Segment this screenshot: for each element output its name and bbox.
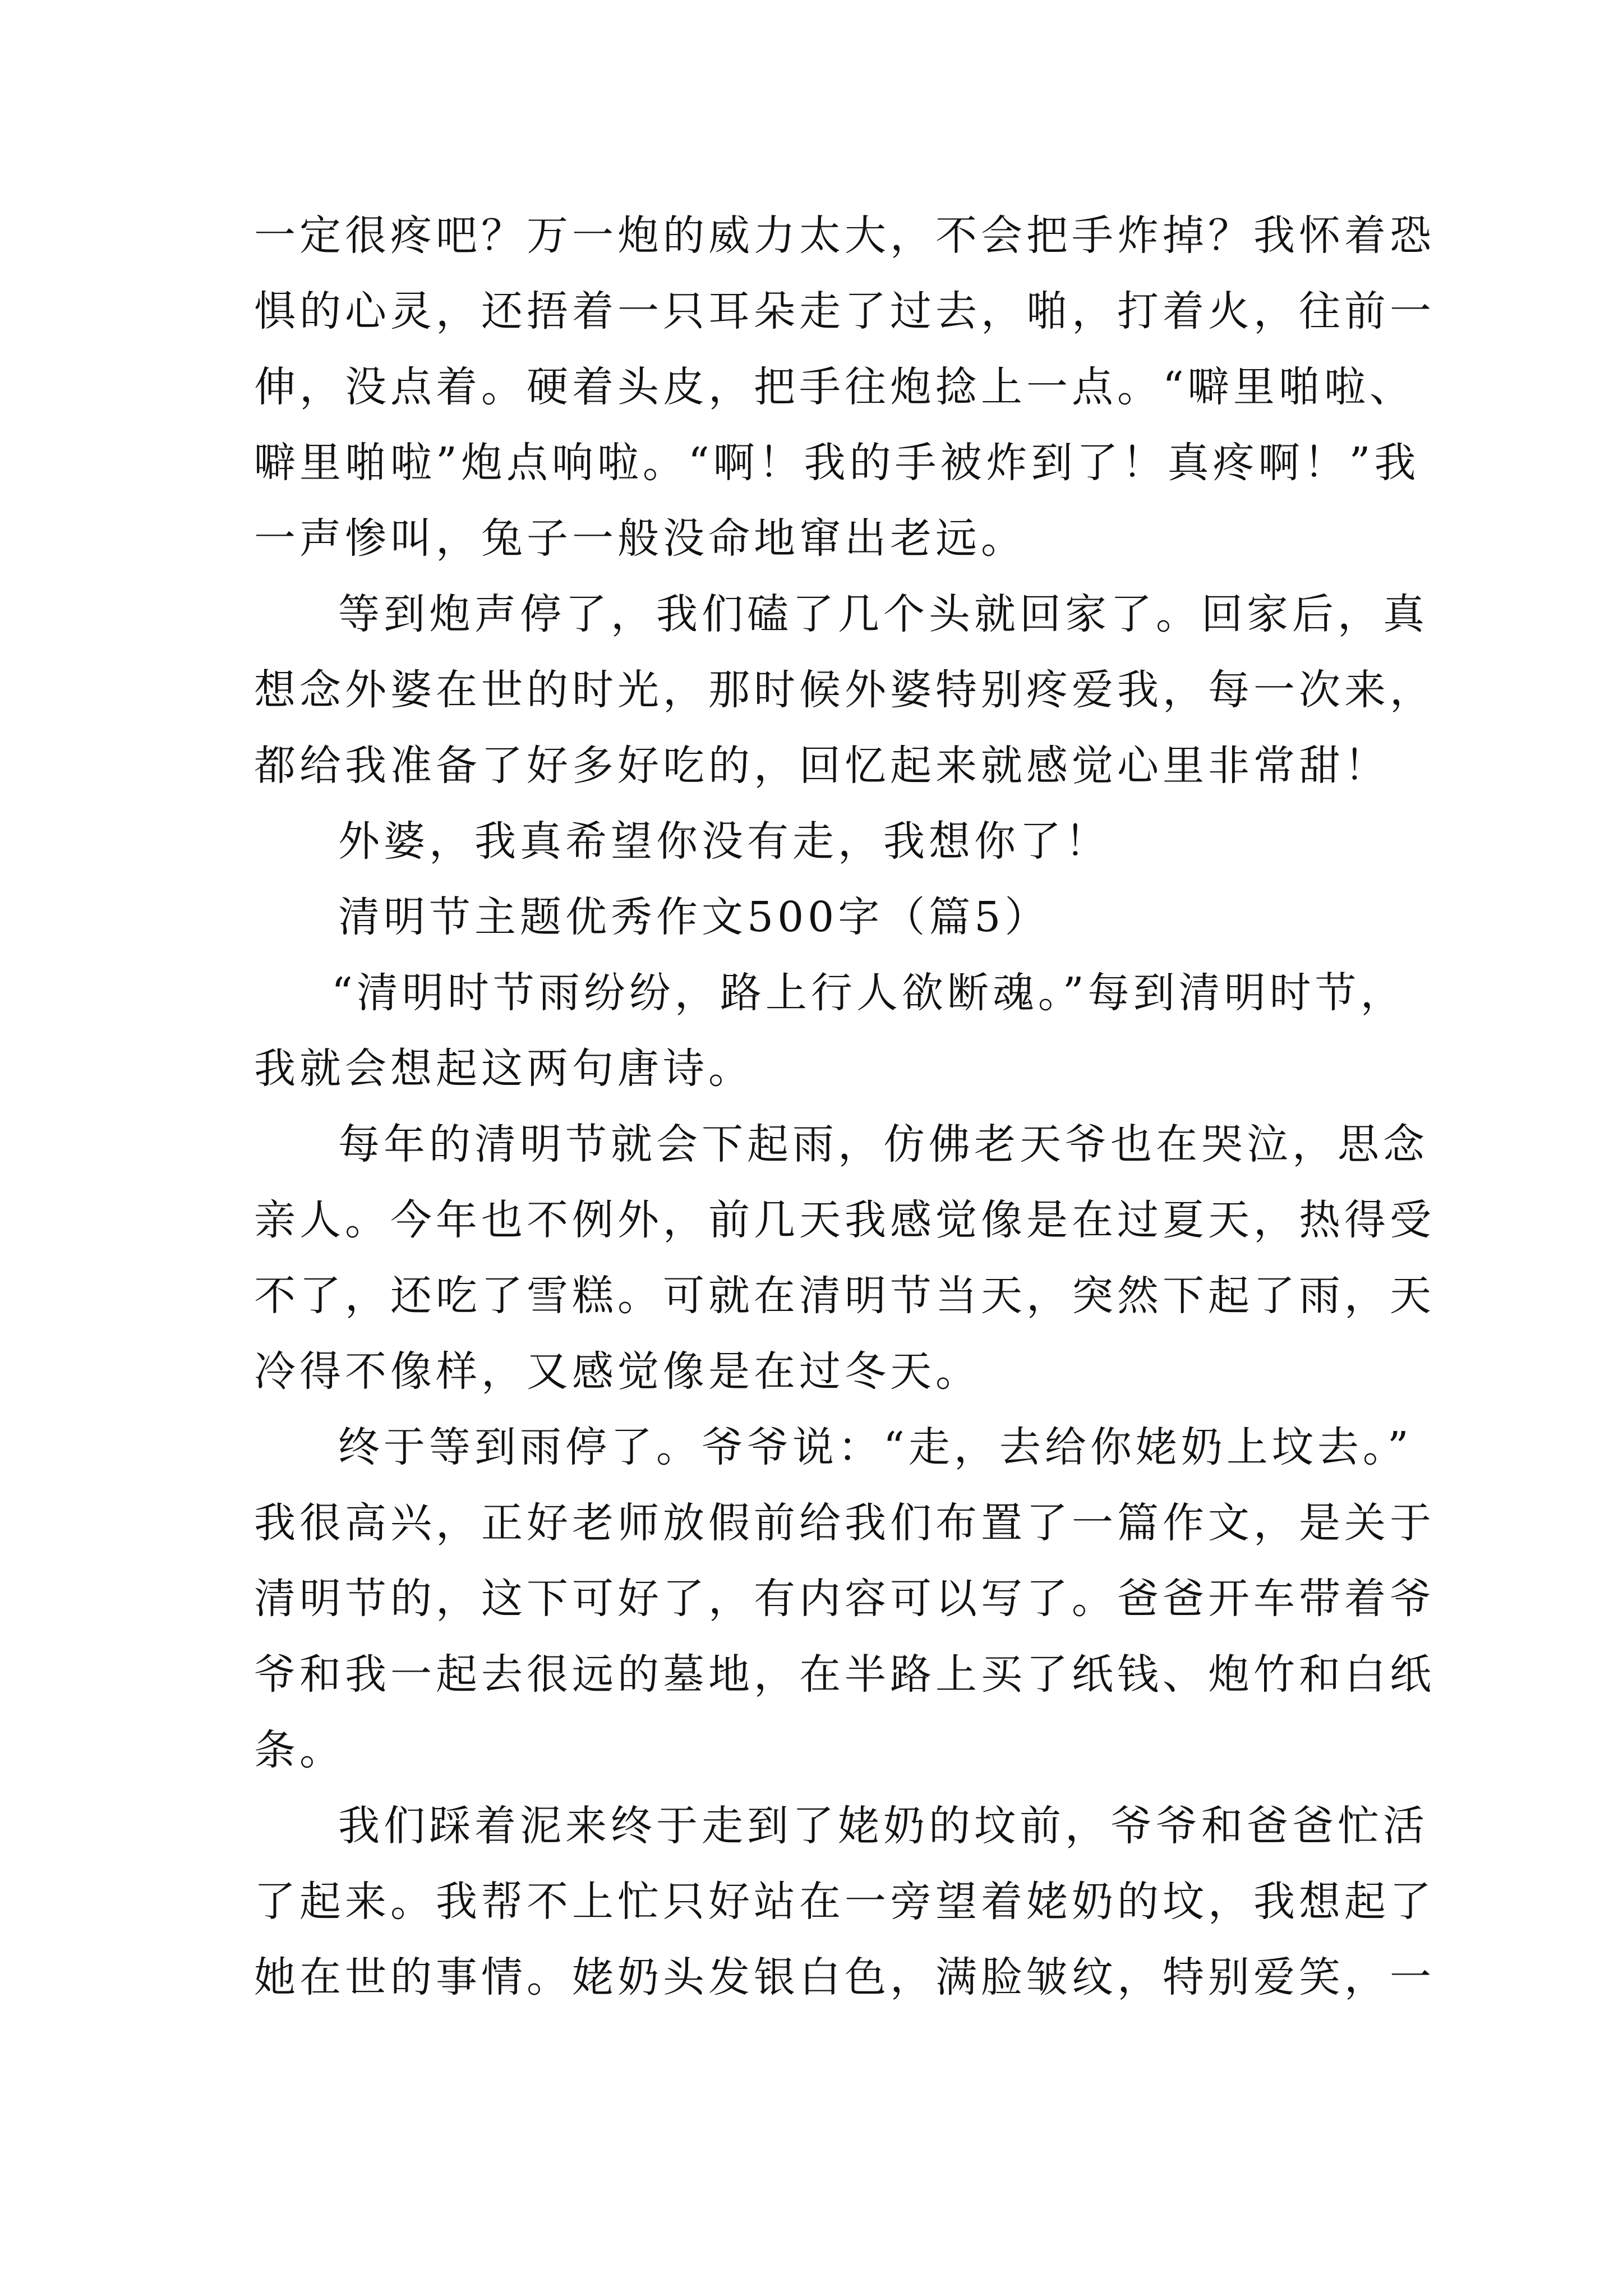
paragraph-first-line: “清明时节雨纷纷，路上行人欲断魂。”每到清明时节， [331, 969, 1406, 1017]
text-line: 想念外婆在世的时光，那时候外婆特别疼爱我，每一次来， [254, 666, 1435, 714]
text-line: 亲人。今年也不例外，前几天我感觉像是在过夏天，热得受 [254, 1196, 1435, 1244]
text-line: 一定很疼吧？万一炮的威力太大，不会把手炸掉？我怀着恐 [254, 211, 1435, 260]
paragraph-first-line: 终于等到雨停了。爷爷说：“走，去给你姥奶上坟去。” [338, 1423, 1413, 1471]
paragraph-first-line: 每年的清明节就会下起雨，仿佛老天爷也在哭泣，思念 [338, 1120, 1428, 1168]
text-line: 伸，没点着。硬着头皮，把手往炮捻上一点。“噼里啪啦、 [254, 363, 1415, 411]
text-line: 了起来。我帮不上忙只好站在一旁望着姥奶的坟，我想起了 [254, 1878, 1435, 1926]
paragraph-first-line: 等到炮声停了，我们磕了几个头就回家了。回家后，真 [338, 590, 1428, 638]
text-line: 冷得不像样，又感觉像是在过冬天。 [254, 1347, 981, 1396]
text-line: 条。 [254, 1726, 345, 1774]
text-line: 我就会想起这两句唐诗。 [254, 1045, 754, 1093]
text-line: 都给我准备了好多好吃的，回忆起来就感觉心里非常甜！ [254, 742, 1390, 790]
section-heading: 清明节主题优秀作文500字（篇5） [338, 893, 1050, 941]
paragraph-first-line: 外婆，我真希望你没有走，我想你了！ [338, 817, 1110, 866]
paragraph-first-line: 我们踩着泥来终于走到了姥奶的坟前，爷爷和爸爸忙活 [338, 1802, 1428, 1850]
text-line: 惧的心灵，还捂着一只耳朵走了过去，啪，打着火，往前一 [254, 287, 1435, 335]
text-line: 噼里啪啦”炮点响啦。“啊！我的手被炸到了！真疼啊！”我 [254, 439, 1420, 487]
text-line: 清明节的，这下可好了，有内容可以写了。爸爸开车带着爷 [254, 1575, 1435, 1623]
text-line: 一声惨叫，兔子一般没命地窜出老远。 [254, 514, 1026, 563]
text-line: 不了，还吃了雪糕。可就在清明节当天，突然下起了雨，天 [254, 1272, 1435, 1320]
text-line: 爷和我一起去很远的墓地，在半路上买了纸钱、炮竹和白纸 [254, 1650, 1435, 1699]
text-line: 她在世的事情。姥奶头发银白色，满脸皱纹，特别爱笑，一 [254, 1953, 1435, 2001]
text-line: 我很高兴，正好老师放假前给我们布置了一篇作文，是关于 [254, 1499, 1435, 1547]
